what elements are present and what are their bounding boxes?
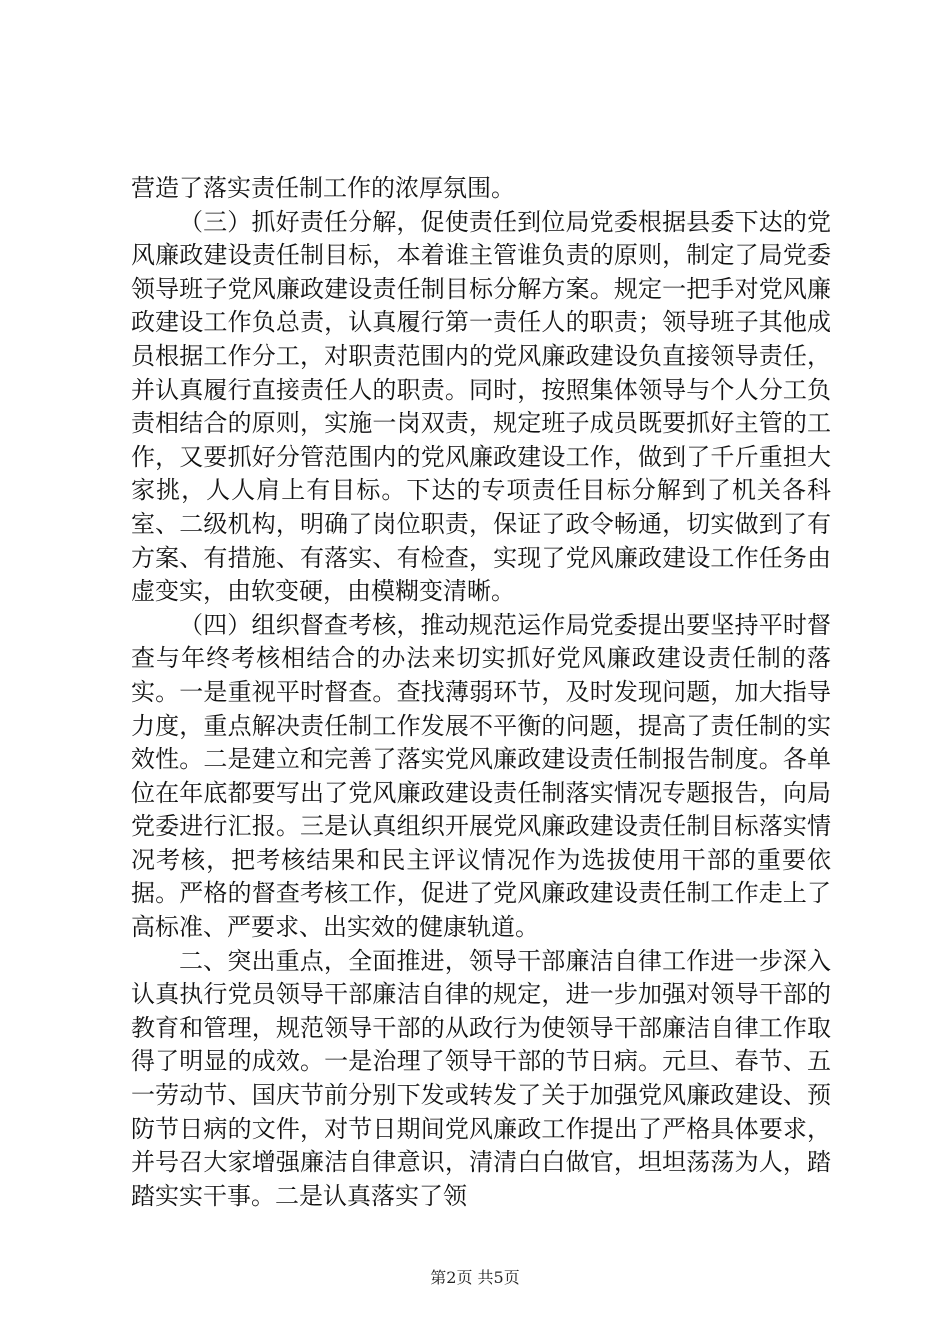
- paragraph-section-three: （三）抓好责任分解，促使责任到位局党委根据县委下达的党风廉政建设责任制目标，本着谁主管谁负责的原则，制定了局党委领导班子党风廉政建设责任制目标分解方案。规定一把手对党风廉政建设工作负总责，认真履行第一责任人的职责；领导班子其他成员根据工作分工，对职责范围内的党风廉政建设负直接领导责任，并认真履行直接责任人的职责。同时，按照集体领导与个人分工负责相结合的原则，实施一岗双责，规定班子成员既要抓好主管的工作，又要抓好分管范围内的党风廉政建设工作，做到了千斤重担大家挑，人人肩上有目标。下达的专项责任目标分解到了机关各科室、二级机构，明确了岗位职责，保证了政令畅通，切实做到了有方案、有措施、有落实、有检查，实现了党风廉政建设工作任务由虚变实，由软变硬，由模糊变清晰。: [131, 207, 831, 606]
- document-body: [131, 172, 831, 1213]
- paragraph-continuation: 营造了落实责任制工作的浓厚氛围。: [131, 174, 515, 202]
- paragraph-part-two: 二、突出重点，全面推进，领导干部廉洁自律工作进一步深入认真执行党员领导干部廉洁自律的规定，进一步加强对领导干部的教育和管理，规范领导干部的从政行为使领导干部廉洁自律工作取得了明显的成效。一是治理了领导干部的节日病。元旦、春节、五一劳动节、国庆节前分别下发或转发了关于加强党风廉政建设、预防节日病的文件，对节日期间党风廉政工作提出了严格具体要求，并号召大家增强廉洁自律意识，清清白白做官，坦坦荡荡为人，踏踏实实干事。二是认真落实了领: [131, 946, 831, 1210]
- page-number-footer: 第2页 共5页: [430, 1268, 520, 1287]
- paragraph-section-four: （四）组织督查考核，推动规范运作局党委提出要坚持平时督查与年终考核相结合的办法来切实抓好党风廉政建设责任制的落实。一是重视平时督查。查找薄弱环节，及时发现问题，加大指导力度，重点解决责任制工作发展不平衡的问题，提高了责任制的实效性。二是建立和完善了落实党风廉政建设责任制报告制度。各单位在年底都要写出了党风廉政建设责任制落实情况专题报告，向局党委进行汇报。三是认真组织开展党风廉政建设责任制目标落实情况考核，把考核结果和民主评议情况作为选拔使用干部的重要依据。严格的督查考核工作，促进了党风廉政建设责任制工作走上了高标准、严要求、出实效的健康轨道。: [131, 610, 831, 942]
